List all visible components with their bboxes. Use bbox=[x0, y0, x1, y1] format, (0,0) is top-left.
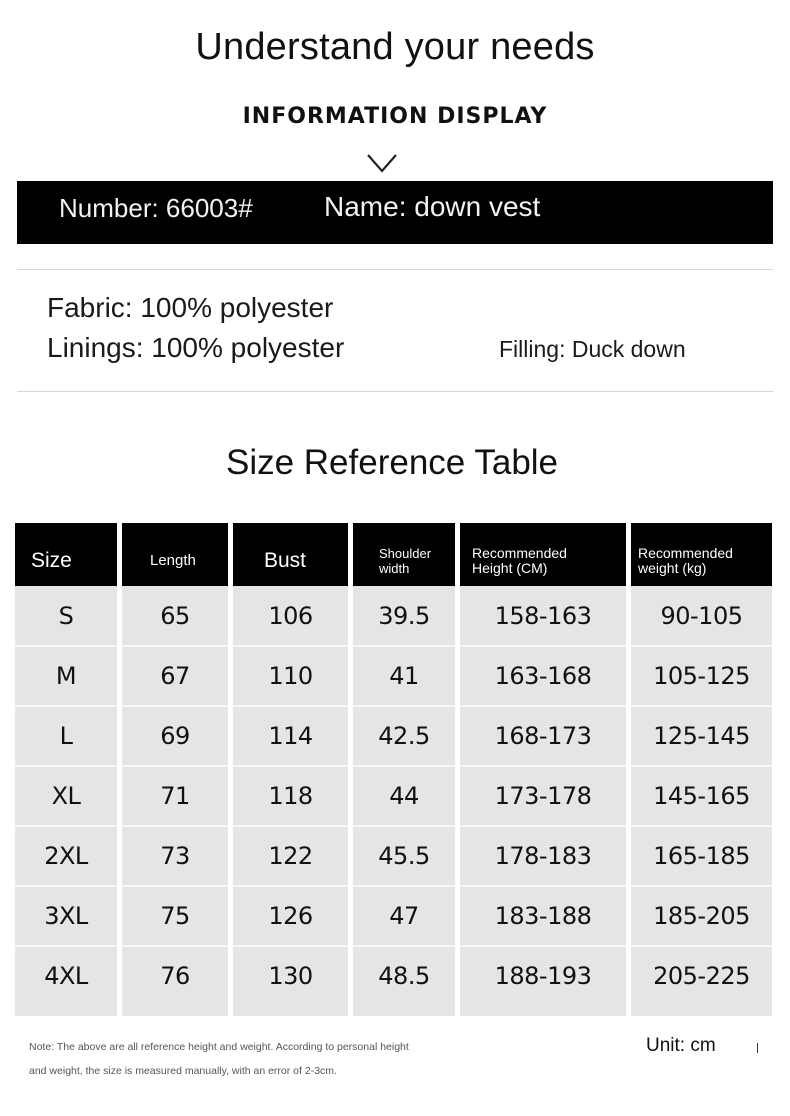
cell-height: 163-168 bbox=[494, 662, 592, 690]
cell-size: 3XL bbox=[44, 902, 88, 930]
row-separator bbox=[233, 825, 348, 827]
row-separator bbox=[122, 705, 228, 707]
row-separator bbox=[460, 825, 626, 827]
row-separator bbox=[353, 945, 455, 947]
cell-size: M bbox=[55, 662, 77, 690]
header-size bbox=[15, 523, 117, 586]
product-name: Name: down vest bbox=[324, 191, 541, 222]
size-reference-table bbox=[15, 523, 772, 1016]
page-title: Understand your needs bbox=[195, 26, 595, 68]
row-separator bbox=[460, 765, 626, 767]
row-separator bbox=[122, 885, 228, 887]
cell-size: 4XL bbox=[44, 962, 88, 990]
cell-length: 73 bbox=[160, 842, 190, 870]
row-separator bbox=[15, 705, 117, 707]
row-separator bbox=[122, 945, 228, 947]
header-length-label: Length bbox=[150, 552, 196, 569]
column-height bbox=[460, 523, 626, 1016]
row-separator bbox=[233, 885, 348, 887]
cell-shoulder: 41 bbox=[389, 662, 419, 690]
header-bust-label: Bust bbox=[264, 549, 307, 572]
row-separator bbox=[122, 765, 228, 767]
cell-length: 69 bbox=[160, 722, 190, 750]
cell-weight: 205-225 bbox=[653, 962, 750, 990]
cell-length: 65 bbox=[160, 602, 190, 630]
footnote-line1: Note: The above are all reference height and weight. According to personal height bbox=[29, 1041, 409, 1053]
cell-shoulder: 39.5 bbox=[378, 602, 430, 630]
footnote-line2: and weight, the size is measured manually, with an error of 2-3cm. bbox=[29, 1065, 337, 1077]
chevron-down-icon bbox=[367, 153, 397, 173]
row-separator bbox=[353, 645, 455, 647]
column-size bbox=[15, 523, 117, 1016]
cell-height: 158-163 bbox=[494, 602, 592, 630]
row-separator bbox=[460, 885, 626, 887]
column-bust-body bbox=[233, 586, 348, 1016]
header-shoulder-line2: width bbox=[379, 561, 410, 576]
cell-shoulder: 47 bbox=[389, 902, 419, 930]
cell-weight: 165-185 bbox=[653, 842, 750, 870]
cell-bust: 130 bbox=[268, 962, 313, 990]
cell-size: 2XL bbox=[44, 842, 88, 870]
cell-weight: 145-165 bbox=[653, 782, 750, 810]
row-separator bbox=[631, 825, 772, 827]
cell-height: 178-183 bbox=[494, 842, 592, 870]
header-length bbox=[122, 523, 228, 586]
cell-weight: 185-205 bbox=[653, 902, 750, 930]
cell-length: 76 bbox=[160, 962, 190, 990]
row-separator bbox=[15, 945, 117, 947]
column-shoulder-body bbox=[353, 586, 455, 1016]
filling-text: Filling: Duck down bbox=[499, 336, 686, 362]
cell-size: XL bbox=[51, 782, 81, 810]
row-separator bbox=[353, 885, 455, 887]
row-separator bbox=[631, 885, 772, 887]
column-bust bbox=[233, 523, 348, 1016]
row-separator bbox=[631, 765, 772, 767]
header-bust bbox=[233, 523, 348, 586]
cell-shoulder: 48.5 bbox=[378, 962, 430, 990]
product-number: Number: 66003# bbox=[59, 193, 253, 223]
cell-bust: 114 bbox=[268, 722, 313, 750]
row-separator bbox=[15, 825, 117, 827]
cell-bust: 106 bbox=[268, 602, 313, 630]
cell-height: 173-178 bbox=[494, 782, 592, 810]
row-separator bbox=[353, 705, 455, 707]
header-height-line2: Height (CM) bbox=[472, 560, 548, 576]
row-separator bbox=[233, 705, 348, 707]
divider-bottom bbox=[17, 391, 773, 392]
row-separator bbox=[233, 765, 348, 767]
row-separator bbox=[353, 825, 455, 827]
row-separator bbox=[460, 705, 626, 707]
row-separator bbox=[353, 765, 455, 767]
unit-label: Unit: cm bbox=[646, 1035, 716, 1056]
header-height-line1: Recommended bbox=[472, 545, 567, 561]
cell-size: S bbox=[58, 602, 74, 630]
product-info-bar bbox=[17, 181, 773, 244]
row-separator bbox=[631, 645, 772, 647]
section-subtitle: INFORMATION DISPLAY bbox=[242, 104, 548, 129]
header-weight bbox=[631, 523, 772, 586]
header-shoulder-line1: Shoulder bbox=[379, 546, 432, 561]
cell-weight: 125-145 bbox=[653, 722, 750, 750]
row-separator bbox=[233, 945, 348, 947]
column-weight bbox=[631, 523, 772, 1016]
header-shoulder bbox=[353, 523, 455, 586]
tick-mark bbox=[757, 1043, 758, 1053]
column-shoulder bbox=[353, 523, 455, 1016]
column-height-body bbox=[460, 586, 626, 1016]
cell-bust: 122 bbox=[268, 842, 313, 870]
row-separator bbox=[460, 645, 626, 647]
column-size-body bbox=[15, 586, 117, 1016]
cell-bust: 126 bbox=[268, 902, 313, 930]
header-height bbox=[460, 523, 626, 586]
cell-height: 168-173 bbox=[494, 722, 592, 750]
cell-length: 67 bbox=[160, 662, 190, 690]
linings-text: Linings: 100% polyester bbox=[47, 332, 345, 363]
row-separator bbox=[122, 645, 228, 647]
row-separator bbox=[460, 945, 626, 947]
row-separator bbox=[631, 945, 772, 947]
fabric-text: Fabric: 100% polyester bbox=[47, 292, 334, 323]
column-length-body bbox=[122, 586, 228, 1016]
cell-length: 71 bbox=[160, 782, 190, 810]
cell-size: L bbox=[59, 722, 73, 750]
cell-shoulder: 44 bbox=[389, 782, 419, 810]
cell-height: 188-193 bbox=[494, 962, 592, 990]
cell-weight: 105-125 bbox=[653, 662, 750, 690]
row-separator bbox=[122, 825, 228, 827]
row-separator bbox=[233, 645, 348, 647]
size-table-title: Size Reference Table bbox=[225, 443, 559, 482]
cell-bust: 110 bbox=[268, 662, 313, 690]
row-separator bbox=[631, 705, 772, 707]
divider-top bbox=[17, 269, 773, 270]
cell-weight: 90-105 bbox=[660, 602, 743, 630]
cell-shoulder: 42.5 bbox=[378, 722, 430, 750]
column-length bbox=[122, 523, 228, 1016]
header-weight-line2: weight (kg) bbox=[638, 560, 707, 576]
row-separator bbox=[15, 645, 117, 647]
header-size-label: Size bbox=[31, 549, 72, 572]
row-separator bbox=[15, 885, 117, 887]
row-separator bbox=[15, 765, 117, 767]
cell-height: 183-188 bbox=[494, 902, 592, 930]
cell-bust: 118 bbox=[268, 782, 313, 810]
cell-shoulder: 45.5 bbox=[378, 842, 430, 870]
column-weight-body bbox=[631, 586, 772, 1016]
cell-length: 75 bbox=[160, 902, 190, 930]
header-weight-line1: Recommended bbox=[638, 545, 733, 561]
